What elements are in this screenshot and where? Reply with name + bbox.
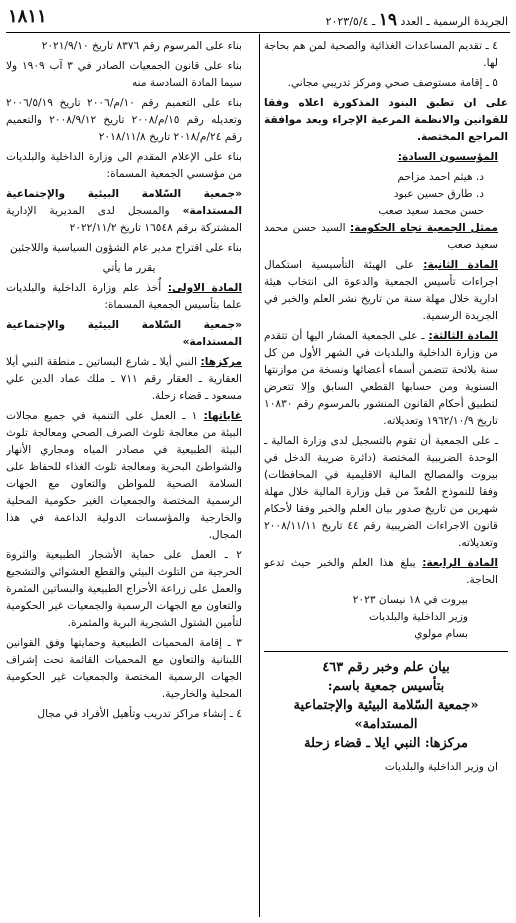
notice-association-name: «جمعية السّلامة البيئية والإجتماعية المستدامة»	[293, 698, 479, 732]
rep-text: السيد حسن محمد سعيد صعب	[264, 222, 498, 251]
preamble-decree: بناء على المرسوم رقم ٨٣٧٦ تاريخ ٢٠٢١/٩/١٠	[41, 40, 242, 52]
goal-4-end: ٤ ـ تقديم المساعدات الغذائية والصحية لمن هم بحاجة لها.	[264, 40, 498, 69]
preamble-law: بناء على قانون الجمعيات الصادر في ٣ آب ١٩٠٩ ولا سيما المادة السادسة منه	[6, 60, 242, 89]
article-4	[264, 555, 508, 589]
issue-date: ـ ٢٠٢٣/٥/٤	[325, 15, 376, 28]
article-2-text: على الهيئة التأسيسية استكمال اجراءات تأسيس الجمعية والدعوة الى انتخاب هيئة ادارية خلال مهلة سنة من تاريخ نشر العلم والخبر في الجريدة الرسمية.	[264, 259, 498, 322]
registration-text: والمسجل لدى المديرية الإدارية المشتركة برقم ١٦٥٤٨ تاريخ ٢٠٢٢/١١/٢	[6, 205, 242, 234]
hq-label: مركزها:	[200, 356, 242, 368]
signature-title: وزير الداخلية والبلديات	[368, 611, 468, 623]
right-column	[264, 38, 508, 919]
goals-label: غاياتها:	[203, 410, 242, 422]
article-4-label: المادة الرابعة:	[422, 557, 498, 569]
article-1-label: المادة الاولى:	[167, 282, 242, 294]
hq-text: النبي أيلا ـ شارع البساتين ـ منطقة النبي أيلا العقارية ـ العقار رقم ٧١١ ـ ملك عماد الدين علي مسعود ـ قضاء زحلة.	[6, 356, 242, 402]
gazette-title: الجريدة الرسمية ـ العدد	[400, 15, 508, 28]
goal-5: ٥ ـ إقامة مستوصف صحي ومركز تدريبي مجاني.	[287, 77, 498, 89]
headquarters	[6, 354, 252, 405]
goal-3: ٣ ـ إقامة المحميات الطبيعية وحمايتها وفق القوانين اللبنانية والتعاون مع المحميات القائمة تحت إشراف الجهات الرسمية المختصة والجمعيات غير الحكومية المحلية والخارجية.	[6, 637, 242, 700]
association-name: «جمعية السّلامة البيئية والإجتماعية المستدامة»	[6, 188, 242, 217]
left-column	[6, 38, 252, 919]
signature-place-date: بيروت في ١٨ نيسان ٢٠٢٣	[352, 594, 468, 606]
goal-4: ٤ ـ إنشاء مراكز تدريب وتأهيل الأفراد في مجال	[37, 708, 242, 720]
article-1-association-name: «جمعية السّلامة البيئية والإجتماعية المستدامة»	[6, 319, 242, 348]
founders-list	[264, 169, 508, 220]
government-representative	[264, 220, 508, 254]
article-1	[6, 280, 252, 314]
article-3-label: المادة الثالثة:	[428, 330, 498, 342]
article-1-text: أُخذ علم وزارة الداخلية والبلديات علما بتأسيس الجمعية المسماة:	[6, 282, 242, 311]
notice-subtitle: بتأسيس جمعية باسم:	[327, 679, 445, 694]
preamble-proposal: بناء على اقتراح مدير عام الشؤون السياسية واللاجئين	[10, 242, 242, 254]
preamble-association	[6, 186, 252, 237]
founder-name: د. هيثم احمد مزاحم	[397, 171, 484, 183]
rep-label: ممثل الجمعية تجاه الحكومة:	[350, 222, 498, 234]
article-3	[264, 328, 508, 430]
signature-name: بسام مولوي	[414, 628, 468, 640]
page-header	[6, 4, 510, 30]
preamble-circulars: بناء على التعميم رقم ١٠/م/٢٠٠٦ تاريخ ٢٠٠٦/٥/١٩ وتعديله رقم ١٥/م/٢٠٠٨ تاريخ ٢٠٠٨/٩/١٢ والتعميم رقم ٢٤/م/٢٠١٨ تاريخ ٢٠١٨/١١/٨	[6, 97, 242, 143]
signature-block	[264, 592, 508, 643]
notice-minister-line: ان وزير الداخلية والبلديات	[384, 761, 498, 773]
issue-number: ١٩	[378, 10, 397, 30]
founders-title: المؤسسون السادة:	[397, 151, 498, 163]
article-3-text: ـ على الجمعية المشار اليها أن تتقدم من وزارة الداخلية والبلديات في الشهر الأول من كل سنة بلائحة تتضمن أسماء أعضائها ونسخة من موازنتها السنوية ومن حسابها القطعي السابق وإلا تتعرض لتطبيق أحكام القانون المنشور بالمرسوم رقم ١٠٨٣٠ تاريخ ١٩٦٢/١٠/٩ وتعديلاته.	[264, 330, 498, 427]
page-number: ١٨١١	[8, 6, 47, 27]
article-2	[264, 257, 508, 325]
article-2-label: المادة الثانية:	[423, 259, 498, 271]
preamble-notification: بناء على الإعلام المقدم الى وزارة الداخلية والبلديات من مؤسسي الجمعية المسماة:	[6, 151, 242, 180]
header-rule	[6, 32, 510, 33]
compliance-clause: على ان تطبق البنود المذكورة اعلاه وفقا للقوانين والانظمة المرعية الإجراء وبعد موافقة المراجع المختصة.	[264, 97, 508, 143]
decides-heading: يقرر ما يأتي	[102, 262, 156, 274]
notice-title: بيان علم وخبر رقم ٤٦٣	[322, 660, 450, 675]
goal-1	[6, 408, 252, 544]
notice-separator	[264, 651, 508, 652]
goal-2: ٢ ـ العمل على حماية الأشجار الطبيعية والثروة الحرجية من التلوث البيئي والقطع العشوائي والتشجيع والعمل على زراعة الأحراج الطبيعية والبساتين المثمرة والتعاون مع الجهات الرسمية والجمعيات غير الحكومية لتأمين الشتول الشجرية البرية والمثمرة.	[6, 549, 242, 629]
goal-1-text: ١ ـ العمل على التنمية في جميع مجالات البيئة من معالجة تلوث الصرف الصحي ومعالجة تلوث البيئة الطبيعية في مصادر المياه ومجاري الأنهار والشواطئ البحرية ومعالجة تلوث الغذاء للحفاظ على السلامة الصحية للمواطن والتعاون مع الجهات الرسمية المختصة والجمعيات الغير حكومية المحلية والخارجية والمؤسسات الدولية الداعمة في هذا المجال.	[6, 410, 242, 541]
founder-name: حسن محمد سعيد صعب	[378, 205, 484, 217]
column-divider	[259, 34, 260, 917]
founder-name: د. طارق حسين عبود	[393, 188, 484, 200]
notice-headquarters: مركزها: النبي ايلا ـ قضاء زحلة	[304, 736, 468, 751]
gazette-masthead	[326, 10, 508, 30]
article-3-tax: ـ على الجمعية أن تقوم بالتسجيل لدى وزارة المالية ـ الوحدة الضريبية المختصة (دائرة ضريبة الدخل في بيروت والمصالح المالية الاقليمية في المحافظات) وفقا للنموذج المُعدّ من قبل وزارة المالية خلال مهلة شهرين من تاريخ صدور بيان العلم والخبر وفقا لأحكام قانون الاجراءات الضريبية رقم ٤٤ تاريخ ٢٠٠٨/١١/١١ وتعديلاته.	[264, 435, 498, 549]
article-4-text: يبلغ هذا العلم والخبر حيث تدعو الحاجة.	[264, 557, 498, 586]
